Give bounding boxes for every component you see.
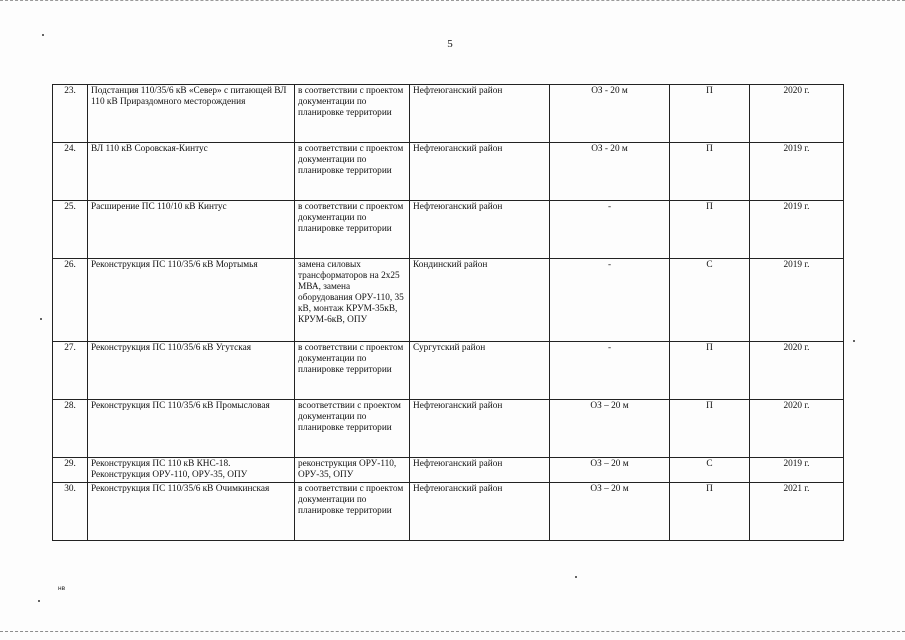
table-row (53, 85, 844, 143)
protection-zone: ОЗ – 20 м (550, 458, 670, 483)
object-status: С (670, 458, 750, 483)
row-number: 23. (53, 85, 88, 143)
row-number: 24. (53, 143, 88, 201)
object-region: Нефтеюганский район (410, 85, 550, 143)
scan-edge-bottom (0, 631, 905, 635)
object-purpose: всоответствии с проектом документации по планировке территории (295, 400, 410, 458)
object-name: ВЛ 110 кВ Соровская-Кинтус (88, 143, 295, 201)
object-region: Сургутский район (410, 342, 550, 400)
object-region: Нефтеюганский район (410, 201, 550, 259)
object-status: П (670, 342, 750, 400)
row-number: 27. (53, 342, 88, 400)
object-name: Подстанция 110/35/6 кВ «Север» с питающей ВЛ 110 кВ Прираздомного месторождения (88, 85, 295, 143)
table-row (53, 201, 844, 259)
scan-speck (42, 34, 44, 36)
footer-mark: нв (58, 585, 66, 592)
completion-year: 2021 г. (750, 483, 844, 541)
object-status: П (670, 483, 750, 541)
table-row (53, 143, 844, 201)
object-status: П (670, 201, 750, 259)
object-purpose: в соответствии с проектом документации по планировке территории (295, 342, 410, 400)
object-purpose: в соответствии с проектом документации по планировке территории (295, 483, 410, 541)
object-name: Реконструкция ПС 110/35/6 кВ Мортымья (88, 259, 295, 342)
object-purpose: в соответствии с проектом документации по планировке территории (295, 201, 410, 259)
object-region: Кондинский район (410, 259, 550, 342)
completion-year: 2020 г. (750, 342, 844, 400)
object-purpose: в соответствии с проектом документации по планировке территории (295, 143, 410, 201)
object-status: С (670, 259, 750, 342)
object-status: П (670, 400, 750, 458)
scan-speck (575, 576, 577, 578)
object-region: Нефтеюганский район (410, 483, 550, 541)
table-row (53, 458, 844, 483)
completion-year: 2019 г. (750, 143, 844, 201)
object-region: Нефтеюганский район (410, 143, 550, 201)
protection-zone: ОЗ – 20 м (550, 400, 670, 458)
protection-zone: ОЗ - 20 м (550, 143, 670, 201)
object-name: Расширение ПС 110/10 кВ Кинтус (88, 201, 295, 259)
row-number: 29. (53, 458, 88, 483)
completion-year: 2020 г. (750, 85, 844, 143)
scan-edge-top (0, 0, 905, 3)
completion-year: 2019 г. (750, 201, 844, 259)
table-row (53, 400, 844, 458)
row-number: 26. (53, 259, 88, 342)
object-name: Реконструкция ПС 110/35/6 кВ Очимкинская (88, 483, 295, 541)
row-number: 28. (53, 400, 88, 458)
object-name: Реконструкция ПС 110 кВ КНС-18. Реконструкция ОРУ-110, ОРУ-35, ОПУ (88, 458, 295, 483)
table-row (53, 342, 844, 400)
object-region: Нефтеюганский район (410, 400, 550, 458)
table-row (53, 483, 844, 541)
protection-zone: - (550, 342, 670, 400)
protection-zone: ОЗ - 20 м (550, 85, 670, 143)
object-purpose: замена силовых трансформаторов на 2x25 МВА, замена оборудования ОРУ-110, 35 кВ, монтаж КРУМ-35кВ, КРУМ-6кВ, ОПУ (295, 259, 410, 342)
object-purpose: в соответствии с проектом документации по планировке территории (295, 85, 410, 143)
object-name: Реконструкция ПС 110/35/6 кВ Угутская (88, 342, 295, 400)
object-name: Реконструкция ПС 110/35/6 кВ Промысловая (88, 400, 295, 458)
completion-year: 2019 г. (750, 259, 844, 342)
infrastructure-table (52, 84, 844, 541)
object-region: Нефтеюганский район (410, 458, 550, 483)
table-row (53, 259, 844, 342)
scan-speck (38, 600, 40, 602)
row-number: 30. (53, 483, 88, 541)
object-status: П (670, 143, 750, 201)
protection-zone: ОЗ – 20 м (550, 483, 670, 541)
scan-speck (853, 340, 855, 342)
protection-zone: - (550, 201, 670, 259)
completion-year: 2019 г. (750, 458, 844, 483)
object-purpose: реконструкция ОРУ-110, ОРУ-35, ОПУ (295, 458, 410, 483)
completion-year: 2020 г. (750, 400, 844, 458)
page-number: 5 (447, 38, 453, 50)
scan-speck (40, 318, 42, 320)
row-number: 25. (53, 201, 88, 259)
object-status: П (670, 85, 750, 143)
protection-zone: - (550, 259, 670, 342)
